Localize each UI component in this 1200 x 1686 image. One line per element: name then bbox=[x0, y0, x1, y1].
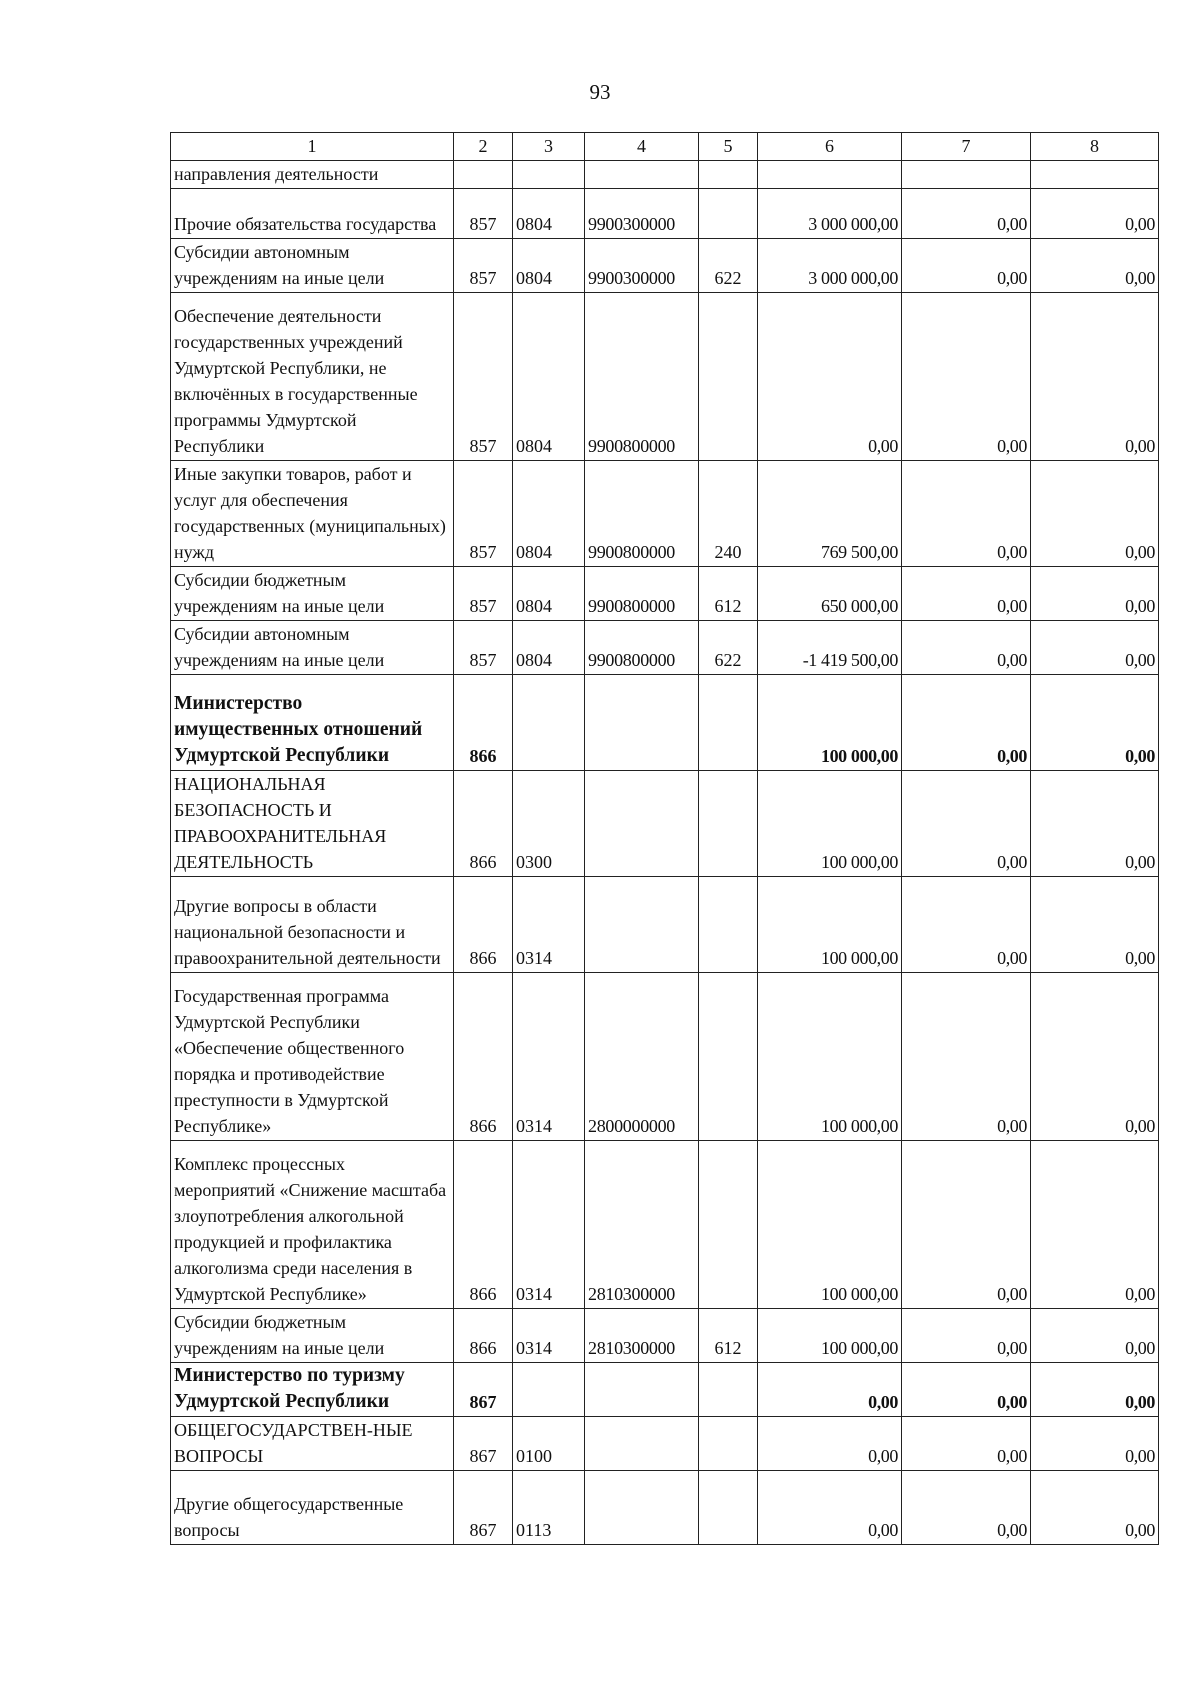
table-row bbox=[171, 567, 1159, 621]
amount-col6-cell: 100 000,00 bbox=[758, 877, 902, 973]
name-cell: Комплекс процессных мероприятий «Снижение масштаба злоупотребления алкогольной продукцией и профилактика алкоголизма среди населения в Удмуртской Республике» bbox=[171, 1141, 454, 1309]
department-code-cell: 857 bbox=[454, 189, 513, 239]
department-code-cell: 857 bbox=[454, 461, 513, 567]
expense-type-cell: 622 bbox=[699, 621, 758, 675]
department-code-cell: 857 bbox=[454, 239, 513, 293]
expense-type-cell bbox=[699, 973, 758, 1141]
table-row bbox=[171, 1141, 1159, 1309]
name-cell: Субсидии автономным учреждениям на иные цели bbox=[171, 239, 454, 293]
table-row bbox=[171, 621, 1159, 675]
department-code-cell: 866 bbox=[454, 675, 513, 771]
amount-col6-cell bbox=[758, 161, 902, 189]
table-row bbox=[171, 1309, 1159, 1363]
expense-type-cell bbox=[699, 1363, 758, 1417]
amount-col8-cell: 0,00 bbox=[1031, 1309, 1159, 1363]
table-row bbox=[171, 771, 1159, 877]
column-header-2: 2 bbox=[454, 133, 513, 161]
amount-col7-cell: 0,00 bbox=[902, 239, 1031, 293]
table-row bbox=[171, 293, 1159, 461]
target-article-cell bbox=[585, 675, 699, 771]
table-row bbox=[171, 161, 1159, 189]
name-cell: Прочие обязательства государства bbox=[171, 189, 454, 239]
amount-col8-cell: 0,00 bbox=[1031, 567, 1159, 621]
name-cell: Обеспечение деятельности государственных учреждений Удмуртской Республики, не включённых в государственные программы Удмуртской Республики bbox=[171, 293, 454, 461]
target-article-cell: 9900800000 bbox=[585, 567, 699, 621]
amount-col8-cell: 0,00 bbox=[1031, 1417, 1159, 1471]
section-code-cell bbox=[513, 675, 585, 771]
table-row bbox=[171, 973, 1159, 1141]
amount-col8-cell: 0,00 bbox=[1031, 1363, 1159, 1417]
amount-col6-cell: 650 000,00 bbox=[758, 567, 902, 621]
target-article-cell bbox=[585, 771, 699, 877]
table-row-ministry bbox=[171, 675, 1159, 771]
name-cell: ОБЩЕГОСУДАРСТВЕН-НЫЕ ВОПРОСЫ bbox=[171, 1417, 454, 1471]
expense-type-cell: 612 bbox=[699, 567, 758, 621]
amount-col8-cell: 0,00 bbox=[1031, 771, 1159, 877]
column-header-5: 5 bbox=[699, 133, 758, 161]
expense-type-cell bbox=[699, 161, 758, 189]
amount-col8-cell: 0,00 bbox=[1031, 461, 1159, 567]
section-code-cell bbox=[513, 1363, 585, 1417]
amount-col8-cell: 0,00 bbox=[1031, 189, 1159, 239]
expense-type-cell bbox=[699, 1417, 758, 1471]
amount-col8-cell: 0,00 bbox=[1031, 1471, 1159, 1545]
department-code-cell: 857 bbox=[454, 567, 513, 621]
target-article-cell bbox=[585, 877, 699, 973]
amount-col6-cell: 3 000 000,00 bbox=[758, 189, 902, 239]
department-code-cell: 857 bbox=[454, 621, 513, 675]
department-code-cell: 867 bbox=[454, 1363, 513, 1417]
amount-col7-cell bbox=[902, 161, 1031, 189]
table-row bbox=[171, 1417, 1159, 1471]
amount-col8-cell: 0,00 bbox=[1031, 293, 1159, 461]
department-code-cell bbox=[454, 161, 513, 189]
amount-col7-cell: 0,00 bbox=[902, 1417, 1031, 1471]
section-code-cell: 0314 bbox=[513, 1141, 585, 1309]
amount-col8-cell: 0,00 bbox=[1031, 621, 1159, 675]
amount-col6-cell: 0,00 bbox=[758, 1471, 902, 1545]
section-code-cell: 0804 bbox=[513, 239, 585, 293]
section-code-cell: 0314 bbox=[513, 973, 585, 1141]
table-row bbox=[171, 189, 1159, 239]
expense-type-cell bbox=[699, 1471, 758, 1545]
column-header-1: 1 bbox=[171, 133, 454, 161]
amount-col8-cell: 0,00 bbox=[1031, 973, 1159, 1141]
amount-col6-cell: 0,00 bbox=[758, 293, 902, 461]
department-code-cell: 866 bbox=[454, 973, 513, 1141]
header-row bbox=[171, 133, 1159, 161]
section-code-cell: 0113 bbox=[513, 1471, 585, 1545]
target-article-cell: 9900300000 bbox=[585, 239, 699, 293]
target-article-cell bbox=[585, 1363, 699, 1417]
amount-col8-cell: 0,00 bbox=[1031, 675, 1159, 771]
department-code-cell: 867 bbox=[454, 1471, 513, 1545]
amount-col6-cell: 100 000,00 bbox=[758, 771, 902, 877]
amount-col7-cell: 0,00 bbox=[902, 1309, 1031, 1363]
expense-type-cell bbox=[699, 189, 758, 239]
amount-col7-cell: 0,00 bbox=[902, 293, 1031, 461]
expense-type-cell: 612 bbox=[699, 1309, 758, 1363]
department-code-cell: 866 bbox=[454, 877, 513, 973]
page-number: 93 bbox=[589, 80, 611, 104]
expense-type-cell: 240 bbox=[699, 461, 758, 567]
target-article-cell: 2810300000 bbox=[585, 1309, 699, 1363]
amount-col6-cell: 100 000,00 bbox=[758, 973, 902, 1141]
target-article-cell bbox=[585, 1417, 699, 1471]
name-cell: Другие общегосударственные вопросы bbox=[171, 1471, 454, 1545]
name-cell: Министерство имущественных отношений Удмуртской Республики bbox=[171, 675, 454, 771]
section-code-cell: 0314 bbox=[513, 1309, 585, 1363]
column-header-4: 4 bbox=[585, 133, 699, 161]
expense-type-cell bbox=[699, 771, 758, 877]
amount-col7-cell: 0,00 bbox=[902, 621, 1031, 675]
amount-col8-cell: 0,00 bbox=[1031, 1141, 1159, 1309]
department-code-cell: 866 bbox=[454, 1309, 513, 1363]
table-body bbox=[171, 161, 1159, 1545]
amount-col7-cell: 0,00 bbox=[902, 567, 1031, 621]
table-header bbox=[171, 133, 1159, 161]
target-article-cell: 9900800000 bbox=[585, 461, 699, 567]
expense-type-cell bbox=[699, 293, 758, 461]
name-cell: направления деятельности bbox=[171, 161, 454, 189]
name-cell: Государственная программа Удмуртской Республики «Обеспечение общественного порядка и противодействие преступности в Удмуртской Республике» bbox=[171, 973, 454, 1141]
amount-col7-cell: 0,00 bbox=[902, 1363, 1031, 1417]
name-cell: Министерство по туризму Удмуртской Республики bbox=[171, 1363, 454, 1417]
amount-col6-cell: 0,00 bbox=[758, 1417, 902, 1471]
amount-col6-cell: 0,00 bbox=[758, 1363, 902, 1417]
target-article-cell: 9900800000 bbox=[585, 293, 699, 461]
section-code-cell: 0300 bbox=[513, 771, 585, 877]
table-row bbox=[171, 461, 1159, 567]
expense-type-cell bbox=[699, 877, 758, 973]
amount-col7-cell: 0,00 bbox=[902, 1141, 1031, 1309]
column-header-7: 7 bbox=[902, 133, 1031, 161]
amount-col6-cell: -1 419 500,00 bbox=[758, 621, 902, 675]
budget-table bbox=[170, 132, 1159, 1545]
name-cell: Иные закупки товаров, работ и услуг для обеспечения государственных (муниципальных) нужд bbox=[171, 461, 454, 567]
target-article-cell bbox=[585, 161, 699, 189]
table-row bbox=[171, 1471, 1159, 1545]
section-code-cell: 0804 bbox=[513, 567, 585, 621]
amount-col7-cell: 0,00 bbox=[902, 973, 1031, 1141]
expense-type-cell: 622 bbox=[699, 239, 758, 293]
department-code-cell: 857 bbox=[454, 293, 513, 461]
amount-col7-cell: 0,00 bbox=[902, 461, 1031, 567]
name-cell: Субсидии бюджетным учреждениям на иные цели bbox=[171, 1309, 454, 1363]
name-cell: Субсидии автономным учреждениям на иные цели bbox=[171, 621, 454, 675]
table-row bbox=[171, 877, 1159, 973]
section-code-cell: 0804 bbox=[513, 461, 585, 567]
section-code-cell: 0804 bbox=[513, 189, 585, 239]
column-header-3: 3 bbox=[513, 133, 585, 161]
name-cell: Другие вопросы в области национальной безопасности и правоохранительной деятельности bbox=[171, 877, 454, 973]
amount-col8-cell bbox=[1031, 161, 1159, 189]
amount-col6-cell: 3 000 000,00 bbox=[758, 239, 902, 293]
target-article-cell: 9900800000 bbox=[585, 621, 699, 675]
amount-col6-cell: 100 000,00 bbox=[758, 1141, 902, 1309]
department-code-cell: 866 bbox=[454, 1141, 513, 1309]
amount-col6-cell: 100 000,00 bbox=[758, 1309, 902, 1363]
amount-col7-cell: 0,00 bbox=[902, 675, 1031, 771]
expense-type-cell bbox=[699, 675, 758, 771]
section-code-cell: 0804 bbox=[513, 621, 585, 675]
target-article-cell: 9900300000 bbox=[585, 189, 699, 239]
name-cell: НАЦИОНАЛЬНАЯ БЕЗОПАСНОСТЬ И ПРАВООХРАНИТЕЛЬНАЯ ДЕЯТЕЛЬНОСТЬ bbox=[171, 771, 454, 877]
amount-col8-cell: 0,00 bbox=[1031, 877, 1159, 973]
amount-col7-cell: 0,00 bbox=[902, 877, 1031, 973]
section-code-cell bbox=[513, 161, 585, 189]
target-article-cell: 2810300000 bbox=[585, 1141, 699, 1309]
target-article-cell: 2800000000 bbox=[585, 973, 699, 1141]
section-code-cell: 0804 bbox=[513, 293, 585, 461]
department-code-cell: 866 bbox=[454, 771, 513, 877]
amount-col6-cell: 769 500,00 bbox=[758, 461, 902, 567]
column-header-8: 8 bbox=[1031, 133, 1159, 161]
department-code-cell: 867 bbox=[454, 1417, 513, 1471]
table-row bbox=[171, 239, 1159, 293]
column-header-6: 6 bbox=[758, 133, 902, 161]
amount-col6-cell: 100 000,00 bbox=[758, 675, 902, 771]
amount-col7-cell: 0,00 bbox=[902, 771, 1031, 877]
table-row-ministry bbox=[171, 1363, 1159, 1417]
amount-col7-cell: 0,00 bbox=[902, 189, 1031, 239]
expense-type-cell bbox=[699, 1141, 758, 1309]
target-article-cell bbox=[585, 1471, 699, 1545]
section-code-cell: 0314 bbox=[513, 877, 585, 973]
section-code-cell: 0100 bbox=[513, 1417, 585, 1471]
name-cell: Субсидии бюджетным учреждениям на иные цели bbox=[171, 567, 454, 621]
amount-col8-cell: 0,00 bbox=[1031, 239, 1159, 293]
amount-col7-cell: 0,00 bbox=[902, 1471, 1031, 1545]
